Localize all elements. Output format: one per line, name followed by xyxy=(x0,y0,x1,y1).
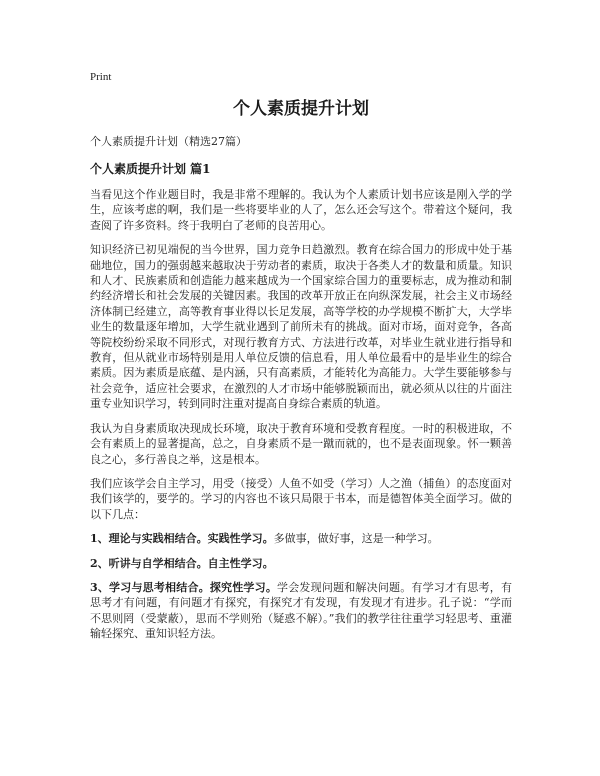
print-label: Print xyxy=(90,71,112,83)
point-2 xyxy=(90,556,512,571)
point-1-body: 多做事，做好事，这是一种学习。 xyxy=(273,532,439,546)
paragraph-1: 当看见这个作业题目时，我是非常不理解的。我认为个人素质计划书应该是刚入学的学生，应该考虑的啊，我们是一些将要毕业的人了，怎么还会写这个。带着这个疑问，我查阅了许多资料。终于我明白了老师的良苦用心。 xyxy=(90,188,512,232)
point-1 xyxy=(90,531,512,546)
document-subtitle: 个人素质提升计划（精选27篇） xyxy=(90,135,247,148)
paragraph-3: 我认为自身素质取决现成长环境，取决于教育环境和受教育程度。一时的积极进取，不会有素质上的显著提高，总之，自身素质不是一蹴而就的，也不是表面现象。怀一颗善良之心，多行善良之举，这是根本。 xyxy=(90,421,512,466)
paragraph-2: 知识经济已初见端倪的当今世界，国力竞争日趋激烈。教育在综合国力的形成中处于基础地位，国力的强弱越来越取决于劳动者的素质，取决于各类人才的数量和质量。知识和人才、民族素质和创造能力越来越成为一个国家综合国力的重要标志，成为推动和制约经济增长和社会发展的关键因素。我国的改革开放正在向纵深发展，社会主义市场经济体制已经建立，高等教育事业得以长足发展，高等学校的办学规模不断扩大，大学毕业生的数量逐年增加，大学生就业遇到了前所未有的挑战。面对市场，面对竞争，各高等院校纷纷采取不同形式，对现行教育方式、方法进行改革，对毕业生就业进行指导和教育，但从就业市场特别是用人单位反馈的信息看，用人单位最看中的是毕业生的综合素质。因为素质是底蕴、是内涵，只有高素质，才能转化为高能力。大学生要能够参与社会竞争，适应社会要求，在激烈的人才市场中能够脱颖而出，就必须从以往的片面注重专业知识学习，转到同时注重对提高自身综合素质的轨道。 xyxy=(90,243,512,411)
page-title: 个人素质提升计划 xyxy=(233,99,369,119)
point-3 xyxy=(90,580,512,642)
point-1-lead: 1、理论与实践相结合。实践性学习。 xyxy=(90,532,274,546)
paragraph-4: 我们应该学会自主学习，用受（接受）人鱼不如受（学习）人之渔（捕鱼）的态度面对我们该学的，要学的。学习的内容也不该只局限于书本，而是德智体美全面学习。做的以下几点： xyxy=(90,476,512,521)
point-3-lead: 3、学习与思考相结合。探究性学习。 xyxy=(90,580,278,594)
point-2-lead: 2、听讲与自学相结合。自主性学习。 xyxy=(90,556,274,570)
point-3-body: 学会发现问题和解决问题。有学习才有思考，有思考才有问题，有问题才有探究，有探究才有发现，有发现才有进步。孔子说：“学而不思则罔（受蒙蔽），思而不学则殆（疑惑不解）。”我们的教学往往重学习轻思考、重灌输轻探究、重知识轻方法。 xyxy=(90,580,512,641)
section-heading: 个人素质提升计划 篇1 xyxy=(90,162,211,176)
